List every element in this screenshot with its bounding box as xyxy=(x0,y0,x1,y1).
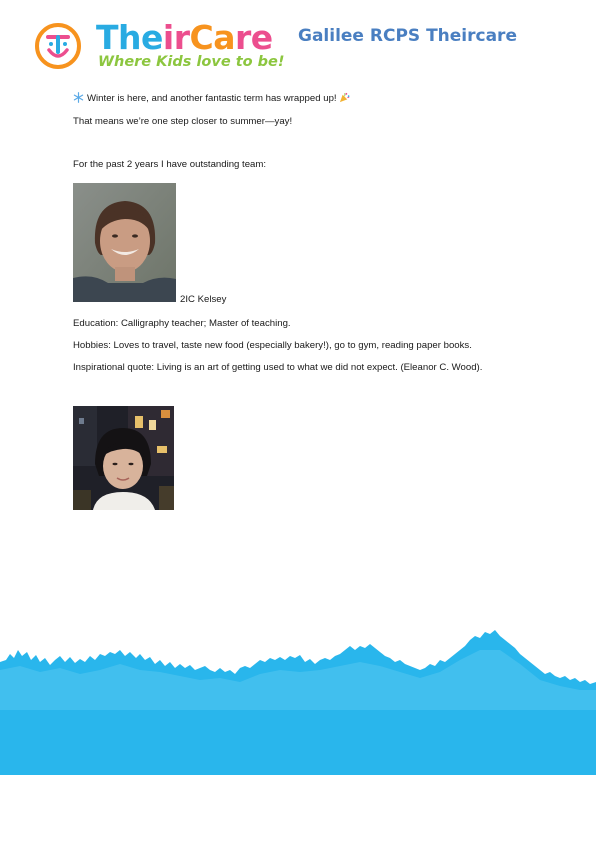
logo-tagline: Where Kids love to be! xyxy=(98,54,285,70)
intro-line-1 xyxy=(73,92,353,104)
logo-wordmark xyxy=(96,18,273,58)
member-education: Education: Calligraphy teacher; Master of teaching. xyxy=(73,318,291,329)
logo-word-part: ir xyxy=(162,18,190,57)
team-member-photo xyxy=(73,406,174,510)
member-hobbies: Hobbies: Loves to travel, taste new food (especially bakery!), go to gym, reading paper books. xyxy=(73,340,472,351)
team-heading: For the past 2 years I have outstanding team: xyxy=(73,159,267,170)
center-title: Galilee RCPS Theircare xyxy=(298,26,517,46)
footer-wave-decoration xyxy=(0,610,596,775)
theircare-logo xyxy=(30,18,285,78)
logo-word-part: re xyxy=(234,18,273,57)
logo-mark-icon xyxy=(34,22,82,70)
logo-word-part: Ca xyxy=(189,18,235,57)
member-quote: Inspirational quote: Living is an art of getting used to what we did not expect. (Eleanor C. Wood). xyxy=(73,362,483,373)
snowflake-icon xyxy=(73,92,84,103)
intro-text-1: Winter is here, and another fantastic term has wrapped up! xyxy=(87,93,340,104)
intro-line-2: That means we’re one step closer to summer—yay! xyxy=(73,116,293,127)
party-popper-icon xyxy=(339,92,350,103)
team-member-photo xyxy=(73,183,176,302)
logo-word-part: The xyxy=(96,18,163,57)
photo-caption: 2IC Kelsey xyxy=(180,294,227,305)
